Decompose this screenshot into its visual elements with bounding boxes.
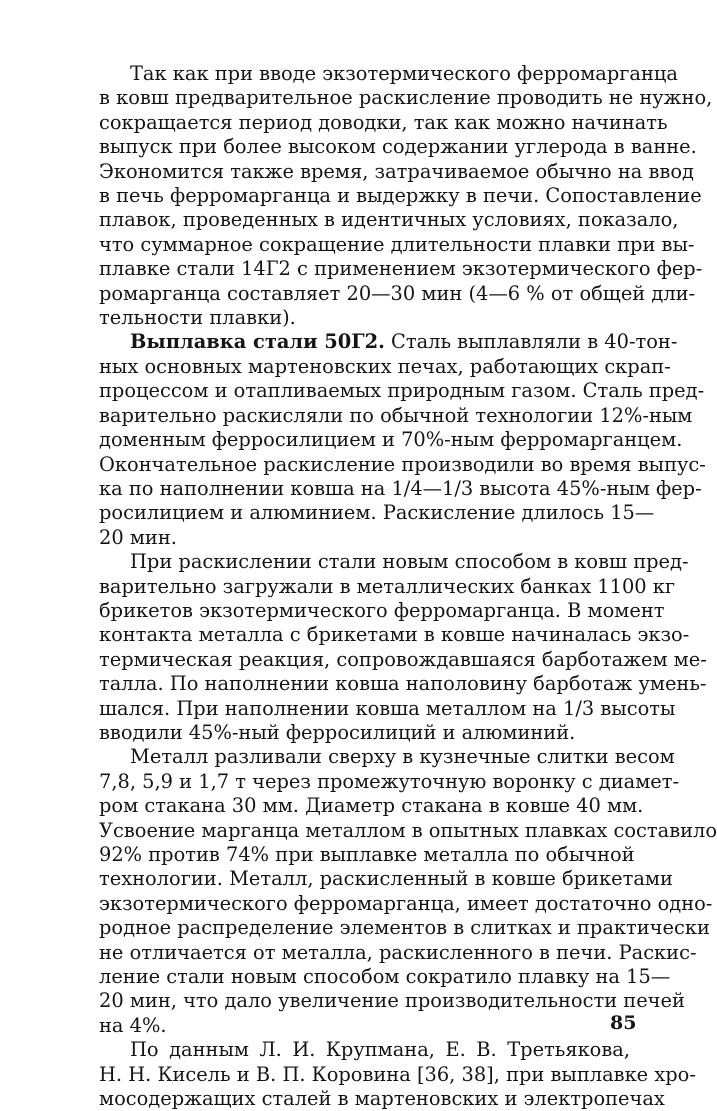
text-line: брикетов экзотермического ферромарганца. В момент (99, 598, 665, 622)
paragraph-3 (68, 550, 707, 745)
text-line: экзотермического ферромарганца, имеет достаточно одно- (99, 891, 713, 915)
text-line: тельности плавки). (99, 306, 296, 330)
text-line: сокращается период доводки, так как можно начинать (99, 110, 668, 134)
text-line: родное распределение элементов в слитках и практически (99, 916, 710, 940)
text-line: плавок, проведенных в идентичных условиях, показало, (99, 208, 679, 232)
text-line: ка по наполнении ковша на 1/4—1/3 высота 45%-ным фер- (99, 476, 702, 500)
section-heading: Выплавка стали 50Г2. (130, 330, 385, 354)
text-line: Так как при вводе экзотермического ферромарганца (130, 62, 678, 85)
text-line: контакта металла с брикетами в ковше начиналась экзо- (99, 623, 690, 647)
text-line: варительно раскисляли по обычной технологии 12%-ным (99, 403, 693, 427)
text-line: мосодержащих сталей в мартеновских и электропечах (99, 1087, 665, 1111)
text-line: вводили 45%-ный ферросилиций и алюминий. (99, 720, 576, 744)
text-line: шался. При наполнении ковша металлом на 1/3 высоты (99, 696, 676, 720)
text-line: Окончательное раскисление производили во время выпус- (99, 452, 706, 476)
text-line: Н. Н. Кисель и В. П. Коровина [36, 38], при выплавке хро- (99, 1062, 696, 1086)
text-line-with-heading (68, 330, 678, 354)
text-line: росилицием и алюминием. Раскисление длилось 15— (99, 501, 655, 525)
text-line: Экономится также время, затрачиваемое обычно на ввод (99, 159, 694, 183)
text-line: 20 мин, что дало увеличение производительности печей (99, 989, 685, 1013)
text-line: ление стали новым способом сократило плавку на 15— (99, 965, 671, 989)
text-line: что суммарное сокращение длительности плавки при вы- (99, 232, 695, 256)
text-line: При раскислении стали новым способом в ковш пред- (130, 550, 689, 574)
text-line: По данным Л. И. Крупмана, Е. В. Третьякова, (130, 1038, 630, 1062)
text-line: в печь ферромарганца и выдержку в печи. Сопоставление (99, 184, 702, 208)
text-line: Металл разливали сверху в кузнечные слитки весом (130, 745, 675, 769)
text-line: не отличается от металла, раскисленного в печи. Раскис- (99, 940, 697, 964)
text-line: 92% против 74% при выплавке металла по обычной (99, 843, 635, 866)
text-line: ных основных мартеновских печах, работающих скрап- (99, 354, 671, 378)
paragraph-1 (68, 62, 713, 330)
text-line: 20 мин. (99, 525, 177, 549)
text-line: талла. По наполнении ковша наполовину барботаж умень- (99, 672, 707, 696)
paragraph-4 (68, 745, 717, 1038)
text-line: ром стакана 30 мм. Диаметр стакана в ковше 40 мм. (99, 794, 644, 818)
text-line: варительно загружали в металлических банках 1100 кг (99, 574, 676, 598)
page-body (68, 62, 717, 1111)
text-line: Усвоение марганца металлом в опытных плавках составило (99, 818, 717, 842)
text-line: процессом и отапливаемых природным газом. Сталь пред- (99, 379, 705, 403)
text-line: выпуск при более высоком содержании углерода в ванне. (99, 135, 697, 159)
text-line: ромарганца составляет 20—30 мин (4—6 % от общей дли- (99, 281, 696, 305)
text-span: Сталь выплавляли в 40-тон- (384, 330, 678, 354)
text-line: в ковш предварительное раскисление проводить не нужно, (99, 86, 713, 110)
text-line: доменным ферросилицием и 70%-ным ферромарганцем. (99, 428, 683, 452)
text-line: 7,8, 5,9 и 1,7 т через промежуточную воронку с диамет- (99, 769, 680, 793)
text-line: технологии. Металл, раскисленный в ковше брикетами (99, 867, 673, 891)
page-number: 85 (610, 1012, 637, 1034)
paragraph-2 (68, 330, 706, 550)
text-line: на 4%. (99, 1013, 167, 1037)
text-line: плавке стали 14Г2 с применением экзотермического фер- (99, 257, 703, 281)
paragraph-5 (68, 1038, 696, 1111)
text-line: термическая реакция, сопровождавшаяся барботажем ме- (99, 647, 707, 671)
